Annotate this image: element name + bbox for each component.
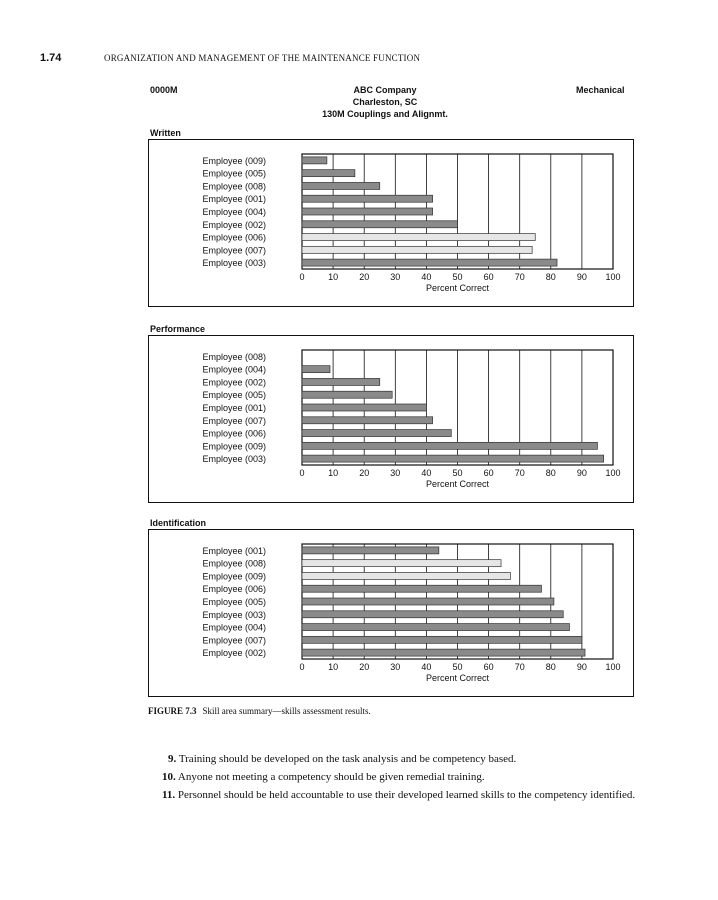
category-label: Employee (007) xyxy=(202,635,266,646)
bar xyxy=(302,585,541,592)
company-location: Charleston, SC xyxy=(352,97,418,107)
tick-label: 30 xyxy=(390,662,401,672)
tick-label: 0 xyxy=(299,662,305,672)
tick-label: 100 xyxy=(605,272,621,282)
category-label: Employee (005) xyxy=(202,168,266,179)
paragraph-text: Training should be developed on the task analysis and be competency based. xyxy=(178,753,517,765)
bar xyxy=(302,455,604,462)
tick-label: 10 xyxy=(328,662,339,672)
category-label: Employee (001) xyxy=(202,545,266,556)
tick-label: 70 xyxy=(514,272,525,282)
bar xyxy=(302,598,554,605)
category-label: Employee (002) xyxy=(202,219,266,230)
category-label: Employee (008) xyxy=(202,558,266,569)
chart-title-identification: Identification xyxy=(150,518,206,528)
category-label: Employee (007) xyxy=(202,415,266,426)
bar xyxy=(302,417,433,424)
category-label: Employee (009) xyxy=(202,155,266,166)
identification-chart xyxy=(148,529,634,697)
bar xyxy=(302,636,582,643)
bar xyxy=(302,195,433,202)
paragraph-text: Personnel should be held accountable to use their developed learned skills to the competency identified. xyxy=(177,789,636,801)
bar xyxy=(302,404,426,411)
category-label: Employee (006) xyxy=(202,584,266,595)
category-label: Employee (007) xyxy=(202,245,266,256)
bar xyxy=(302,624,569,631)
category-label: Employee (001) xyxy=(202,403,266,413)
figure-caption-text: Skill area summary—skills assessment results. xyxy=(202,706,371,716)
category-label: Employee (005) xyxy=(202,390,266,401)
category-label: Employee (008) xyxy=(202,181,266,192)
category-label: Employee (004) xyxy=(202,622,266,633)
bar xyxy=(302,170,355,177)
category-label: Employee (005) xyxy=(202,597,266,607)
tick-label: 10 xyxy=(328,272,339,282)
category-label: Employee (004) xyxy=(202,207,266,217)
tick-label: 50 xyxy=(452,272,463,282)
tick-label: 60 xyxy=(483,468,494,478)
bar xyxy=(302,547,439,554)
report-code: 0000M xyxy=(150,85,178,95)
tick-label: 60 xyxy=(483,662,494,672)
tick-label: 70 xyxy=(514,468,525,478)
category-label: Employee (006) xyxy=(202,232,266,243)
bar xyxy=(302,378,380,385)
bar xyxy=(302,246,532,253)
tick-label: 20 xyxy=(359,272,370,282)
tick-label: 90 xyxy=(576,272,587,282)
figure-caption xyxy=(148,706,371,716)
category-label: Employee (003) xyxy=(202,454,266,465)
tick-label: 10 xyxy=(328,468,339,478)
paragraph-text: Anyone not meeting a competency should be given remedial training. xyxy=(177,771,485,783)
written-chart xyxy=(148,139,634,307)
tick-label: 20 xyxy=(359,468,370,478)
tick-label: 40 xyxy=(421,468,432,478)
bar xyxy=(302,391,392,398)
category-label: Employee (009) xyxy=(202,441,266,452)
paragraph-number: 11. xyxy=(162,789,176,801)
tick-label: 60 xyxy=(483,272,494,282)
category-label: Employee (003) xyxy=(202,258,266,269)
tick-label: 90 xyxy=(576,468,587,478)
tick-label: 100 xyxy=(605,468,621,478)
tick-label: 90 xyxy=(576,662,587,672)
category-label: Employee (002) xyxy=(202,648,266,659)
report-category: Mechanical xyxy=(576,85,625,95)
tick-label: 80 xyxy=(545,662,556,672)
bar xyxy=(302,157,327,164)
tick-label: 0 xyxy=(299,272,305,282)
company-name: ABC Company xyxy=(353,85,417,95)
category-label: Employee (002) xyxy=(202,377,266,388)
x-axis-label: Percent Correct xyxy=(425,479,490,489)
paragraph-number: 10. xyxy=(162,771,176,783)
category-label: Employee (001) xyxy=(202,194,266,205)
tick-label: 40 xyxy=(421,272,432,282)
tick-label: 20 xyxy=(359,662,370,672)
tick-label: 50 xyxy=(452,662,463,672)
category-label: Employee (009) xyxy=(202,571,266,582)
bar xyxy=(302,234,535,241)
bar xyxy=(302,208,433,215)
tick-label: 50 xyxy=(452,468,463,478)
bar xyxy=(302,430,451,437)
running-header: ORGANIZATION AND MANAGEMENT OF THE MAINTENANCE FUNCTION xyxy=(104,53,421,63)
category-label: Employee (004) xyxy=(202,364,266,375)
chart-title-performance: Performance xyxy=(150,324,206,334)
bar xyxy=(302,560,501,567)
bar xyxy=(302,259,557,266)
tick-label: 100 xyxy=(605,662,621,672)
page-number: 1.74 xyxy=(40,52,62,64)
chart-title-written: Written xyxy=(150,128,181,138)
bar xyxy=(302,442,597,449)
tick-label: 80 xyxy=(545,468,556,478)
category-label: Employee (008) xyxy=(202,351,266,362)
figure-label: FIGURE 7.3 xyxy=(148,706,197,716)
tick-label: 0 xyxy=(299,468,305,478)
paragraph-11 xyxy=(146,788,636,802)
paragraph-number: 9. xyxy=(168,753,177,765)
category-label: Employee (006) xyxy=(202,428,266,439)
paragraph-9 xyxy=(146,752,636,766)
x-axis-label: Percent Correct xyxy=(425,283,490,293)
tick-label: 70 xyxy=(514,662,525,672)
tick-label: 30 xyxy=(390,272,401,282)
bar xyxy=(302,366,330,373)
performance-chart xyxy=(148,335,634,503)
tick-label: 40 xyxy=(421,662,432,672)
bar xyxy=(302,182,380,189)
paragraph-10 xyxy=(146,770,636,784)
bar xyxy=(302,611,563,618)
bar xyxy=(302,649,585,656)
bar xyxy=(302,221,458,228)
tick-label: 80 xyxy=(545,272,556,282)
course-title: 130M Couplings and Alignmt. xyxy=(322,109,448,119)
x-axis-label: Percent Correct xyxy=(425,673,490,683)
category-label: Employee (003) xyxy=(202,609,266,620)
tick-label: 30 xyxy=(390,468,401,478)
bar xyxy=(302,572,510,579)
